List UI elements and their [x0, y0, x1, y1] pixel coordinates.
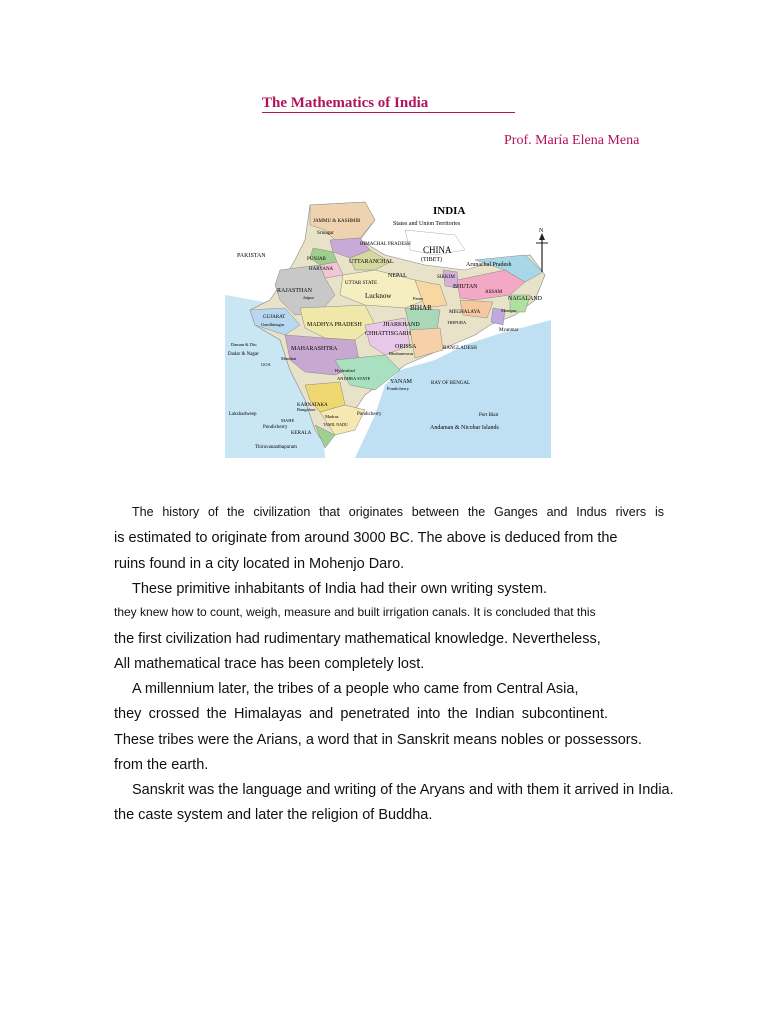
map-label-orissa: ORISSA	[395, 344, 417, 350]
map-label-madhya: MADHYA PRADESH	[307, 322, 362, 328]
map-label-lucknow: Lucknow	[365, 292, 392, 300]
map-label-sikkim: SIKKIM	[437, 275, 455, 280]
map-label-meghalaya: MEGHALAYA	[449, 310, 481, 315]
map-label-bihar: BIHAR	[410, 304, 432, 312]
body-line-6: the first civilization had rudimentary mathematical knowledge. Nevertheless,	[114, 631, 601, 647]
map-label-himachal: HIMACHAL PRADESH	[360, 242, 411, 247]
map-label-pakistan: PAKISTAN	[237, 253, 266, 259]
body-line-13: the caste system and later the religion of Buddha.	[114, 807, 433, 823]
map-label-pondicherry-west: Pondicherry	[263, 425, 288, 430]
body-line-8: A millennium later, the tribes of a people who came from Central Asia,	[132, 681, 579, 697]
map-label-thiruvananthapuram: Thiruvananthapuram	[255, 445, 297, 450]
body-line-7: All mathematical trace has been completely lost.	[114, 656, 425, 672]
map-label-uttaranchal: UTTARANCHAL	[349, 259, 394, 265]
map-label-myanmar: Myanmar	[499, 328, 519, 333]
body-line-2: is estimated to originate from around 3000 BC. The above is deduced from the	[114, 530, 618, 546]
map-label-portblair: Port Blair	[479, 413, 499, 418]
map-label-andhra: ANDHRA STATE	[337, 376, 371, 381]
map-label-pondicherry-east: Pondicherry	[357, 412, 382, 417]
map-label-north: N	[539, 228, 544, 234]
map-label-tibet: (TIBET)	[421, 257, 442, 263]
body-line-12: Sanskrit was the language and writing of the Aryans and with them it arrived in India.	[132, 782, 674, 798]
map-label-gandhinagar: Gandhinagar	[261, 322, 285, 327]
map-label-goa: GOA	[261, 362, 271, 367]
map-label-mahe: MAHE	[281, 418, 295, 423]
map-label-chennai: Madras	[325, 414, 339, 419]
map-label-nagaland: NAGALAND	[508, 296, 542, 302]
map-subtitle: States and Union Territories	[393, 221, 461, 227]
body-line-3: ruins found in a city located in Mohenjo Daro.	[114, 556, 405, 572]
map-label-arunachal: Arunachal Pradesh	[466, 262, 512, 268]
body-line-5: they knew how to count, weigh, measure and built irrigation canals. It is concluded that this	[114, 605, 596, 619]
map-label-maharashtra: MAHARASHTRA	[291, 346, 338, 352]
map-label-dadar: Dadar & Nagar	[228, 352, 259, 357]
map-label-andaman: Andaman & Nicobar Islands	[430, 425, 499, 431]
map-label-bay: BAY OF BENGAL	[431, 381, 471, 386]
map-label-kerala: KERALA	[291, 431, 312, 436]
map-label-assam: ASSAM	[485, 290, 503, 295]
india-map	[225, 200, 551, 458]
map-label-manipur: Manipur	[501, 308, 517, 313]
map-label-daman: Daman & Diu	[231, 342, 257, 347]
map-label-lakshadweep: Lakshadweep	[229, 412, 257, 417]
map-label-punjab: PUNJAB	[307, 257, 326, 262]
body-line-10: These tribes were the Arians, a word that in Sanskrit means nobles or possessors.	[114, 732, 642, 748]
map-label-patna: Patna	[413, 296, 423, 301]
map-label-karnataka: KARNATAKA	[297, 403, 328, 408]
map-label-haryana: HARYANA	[309, 267, 334, 272]
document-title: The Mathematics of India	[262, 95, 429, 111]
body-line-1: The history of the civilization that originates between the Ganges and Indus rivers is	[132, 505, 664, 519]
map-label-china: CHINA	[423, 245, 452, 255]
map-label-bangladesh: BANGLADESH	[443, 346, 477, 351]
map-label-srinagar: Srinagar	[317, 231, 334, 236]
document-author: Prof. María Elena Mena	[504, 133, 640, 148]
map-label-chhattisgarh: CHHATTISGARH	[365, 331, 412, 337]
map-label-tripura: TRIPURA	[447, 320, 467, 325]
map-label-bhubaneswar: Bhubaneswar	[389, 351, 414, 356]
map-label-hyderabad: Hyderabad	[335, 368, 355, 373]
map-label-jaipur: Jaipur	[303, 295, 314, 300]
map-label-yanam: YANAM	[390, 379, 413, 385]
map-label-tamilnadu: TAMIL NADU	[323, 422, 348, 427]
body-line-4: These primitive inhabitants of India had their own writing system.	[132, 581, 548, 597]
map-title: INDIA	[433, 205, 466, 217]
body-line-11: from the earth.	[114, 757, 209, 773]
map-label-nepal: NEPAL	[388, 273, 407, 279]
map-label-jharkhand: JHARKHAND	[383, 322, 420, 328]
map-label-gujarat: GUJARAT	[263, 315, 286, 320]
title-underline	[262, 112, 515, 113]
map-label-uttar: UTTAR STATE	[345, 281, 378, 286]
body-line-9: they crossed the Himalayas and penetrated into the Indian subcontinent.	[114, 706, 608, 722]
map-label-pondicherry-top: Pondicherry	[387, 386, 409, 391]
map-label-rajasthan: RAJASTHAN	[277, 288, 313, 294]
map-label-bangalore: Bangalore	[297, 407, 316, 412]
map-label-jammu: JAMMU & KASHMIR	[313, 219, 361, 224]
map-label-mumbai: Mumbai	[281, 356, 297, 361]
map-label-bhutan: BHUTAN	[453, 284, 478, 290]
